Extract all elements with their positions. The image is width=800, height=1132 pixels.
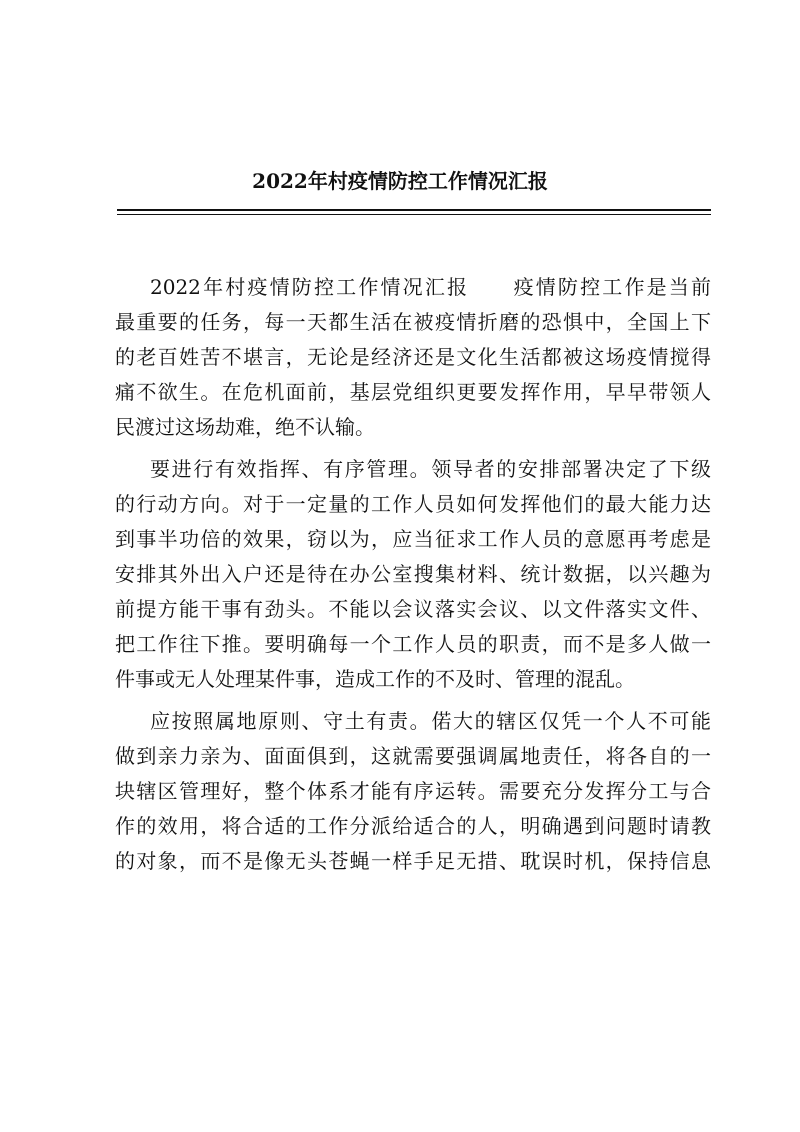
paragraph-1-line-2: 最重要的任务，每一天都生活在被疫情折磨的恐惧中，全国上下 [115,310,711,334]
paragraph-2-line-7: 件事或无人处理某件事，造成工作的不及时、管理的混乱。 [115,667,635,691]
document-body [115,270,711,879]
paragraph-1-line-5: 民渡过这场劫难，绝不认输。 [115,415,375,439]
paragraph-2-line-5: 前提方能干事有劲头。不能以会议落实会议、以文件落实文件、 [115,597,711,621]
document-title: 2022年村疫情防控工作情况汇报 [252,169,548,193]
paragraph-3-line-3: 块辖区管理好，整个体系才能有序运转。需要充分发挥分工与合 [115,779,711,803]
paragraph-2-line-3: 到事半功倍的效果，窃以为，应当征求工作人员的意愿再考虑是 [115,527,711,551]
paragraph-3-line-5: 的对象，而不是像无头苍蝇一样手足无措、耽误时机，保持信息 [115,849,711,873]
paragraph-3-line-4: 作的效用，将合适的工作分派给适合的人，明确遇到问题时请教 [115,814,711,838]
paragraph-2-line-2: 的行动方向。对于一定量的工作人员如何发挥他们的最大能力达 [115,492,711,516]
title-divider-thick [117,209,711,211]
paragraph-2-line-4: 安排其外出入户还是待在办公室搜集材料、统计数据，以兴趣为 [115,562,711,586]
paragraph-3-line-2: 做到亲力亲为、面面俱到，这就需要强调属地责任，将各自的一 [115,744,711,768]
paragraph-2-line-1: 要进行有效指挥、有序管理。领导者的安排部署决定了下级 [150,457,711,481]
title-divider-thin [117,214,711,215]
paragraph-3-line-1: 应按照属地原则、守土有责。偌大的辖区仅凭一个人不可能 [150,709,711,733]
paragraph-1-line-1: 2022年村疫情防控工作情况汇报 疫情防控工作是当前 [150,275,711,299]
paragraph-2-line-6: 把工作往下推。要明确每一个工作人员的职责，而不是多人做一 [115,632,711,656]
paragraph-1-line-4: 痛不欲生。在危机面前，基层党组织更要发挥作用，早早带领人 [115,380,711,404]
paragraph-1-line-3: 的老百姓苦不堪言，无论是经济还是文化生活都被这场疫情搅得 [115,345,711,369]
